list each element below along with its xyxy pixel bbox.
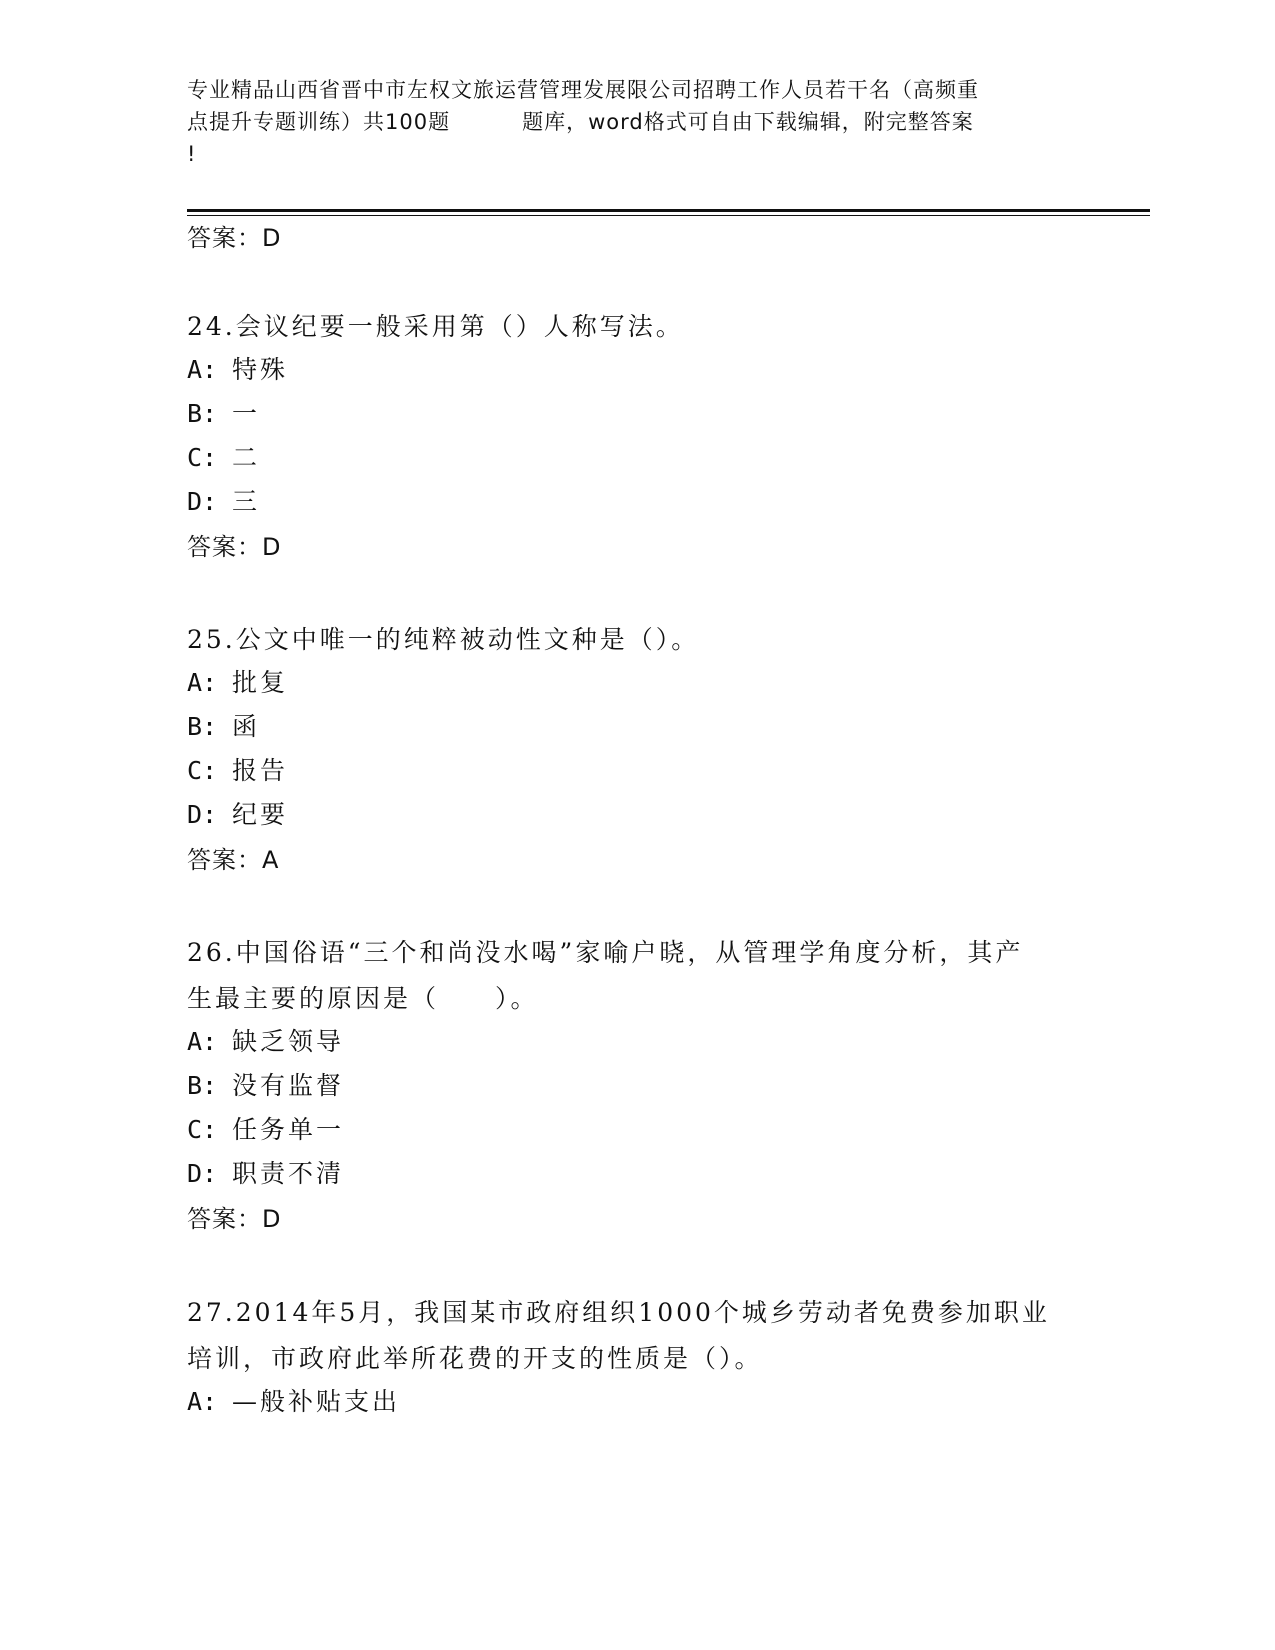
question-26-option-d bbox=[187, 1158, 344, 1190]
option-text: —般补贴支出 bbox=[232, 1387, 401, 1416]
option-text: 缺乏领导 bbox=[232, 1027, 345, 1056]
header-line-2-part-2: 题库，word格式可自由下载编辑，附完整答案 bbox=[522, 110, 974, 134]
option-key: D: bbox=[187, 487, 218, 516]
option-key: D: bbox=[187, 800, 218, 829]
option-text: 一 bbox=[232, 399, 261, 428]
question-stem-line: 培训，市政府此举所花费的开支的性质是（）。 bbox=[187, 1344, 763, 1373]
option-text: 三 bbox=[232, 487, 261, 516]
option-key: B: bbox=[187, 399, 218, 428]
question-24-answer: 答案：D bbox=[187, 533, 282, 561]
document-header bbox=[187, 74, 1087, 170]
option-key: A: bbox=[187, 668, 218, 697]
question-24-option-c bbox=[187, 442, 260, 474]
question-26-stem bbox=[187, 930, 1087, 1022]
option-text: 报告 bbox=[232, 756, 289, 785]
question-27-option-a bbox=[187, 1386, 400, 1418]
option-key: C: bbox=[187, 756, 218, 785]
header-line-2 bbox=[187, 106, 1087, 138]
question-26-option-c bbox=[187, 1114, 344, 1146]
question-stem-line: 25.公文中唯一的纯粹被动性文种是（）。 bbox=[187, 625, 700, 654]
option-key: A: bbox=[187, 1387, 218, 1416]
question-25-stem bbox=[187, 617, 1087, 663]
question-24-stem bbox=[187, 304, 1087, 350]
question-stem-line: 27.2014年5月，我国某市政府组织1000个城乡劳动者免费参加职业 bbox=[187, 1298, 1050, 1327]
previous-answer: 答案：D bbox=[187, 224, 282, 252]
question-25-option-d bbox=[187, 799, 288, 831]
option-text: 纪要 bbox=[232, 800, 289, 829]
question-24-option-d bbox=[187, 486, 260, 518]
question-24-option-a bbox=[187, 354, 288, 386]
option-key: D: bbox=[187, 1159, 218, 1188]
option-text: 特殊 bbox=[232, 355, 289, 384]
question-stem-line: 生最主要的原因是（ ）。 bbox=[187, 984, 539, 1013]
question-26-option-b bbox=[187, 1070, 344, 1102]
option-key: A: bbox=[187, 1027, 218, 1056]
header-line-3: ! bbox=[187, 142, 197, 166]
header-line-1: 专业精品山西省晋中市左权文旅运营管理发展限公司招聘工作人员若干名（高频重 bbox=[187, 78, 979, 102]
question-25-option-b bbox=[187, 711, 260, 743]
option-text: 没有监督 bbox=[232, 1071, 345, 1100]
option-key: B: bbox=[187, 712, 218, 741]
question-27-stem bbox=[187, 1290, 1087, 1382]
question-stem-line: 26.中国俗语“三个和尚没水喝”家喻户晓，从管理学角度分析，其产 bbox=[187, 938, 1024, 967]
header-line-2-part-1: 点提升专题训练）共100题 bbox=[187, 110, 451, 134]
option-key: C: bbox=[187, 443, 218, 472]
question-stem-line: 24.会议纪要一般采用第（）人称写法。 bbox=[187, 312, 684, 341]
header-divider-thin bbox=[187, 215, 1150, 216]
option-text: 职责不清 bbox=[232, 1159, 345, 1188]
option-key: A: bbox=[187, 355, 218, 384]
question-25-option-a bbox=[187, 667, 288, 699]
option-text: 二 bbox=[232, 443, 261, 472]
header-divider-thick bbox=[187, 209, 1150, 212]
question-26-option-a bbox=[187, 1026, 344, 1058]
option-text: 批复 bbox=[232, 668, 289, 697]
option-key: C: bbox=[187, 1115, 218, 1144]
question-25-option-c bbox=[187, 755, 288, 787]
question-26-answer: 答案：D bbox=[187, 1205, 282, 1233]
option-text: 任务单一 bbox=[232, 1115, 345, 1144]
option-key: B: bbox=[187, 1071, 218, 1100]
question-24-option-b bbox=[187, 398, 260, 430]
question-25-answer: 答案：A bbox=[187, 846, 280, 874]
option-text: 函 bbox=[232, 712, 261, 741]
